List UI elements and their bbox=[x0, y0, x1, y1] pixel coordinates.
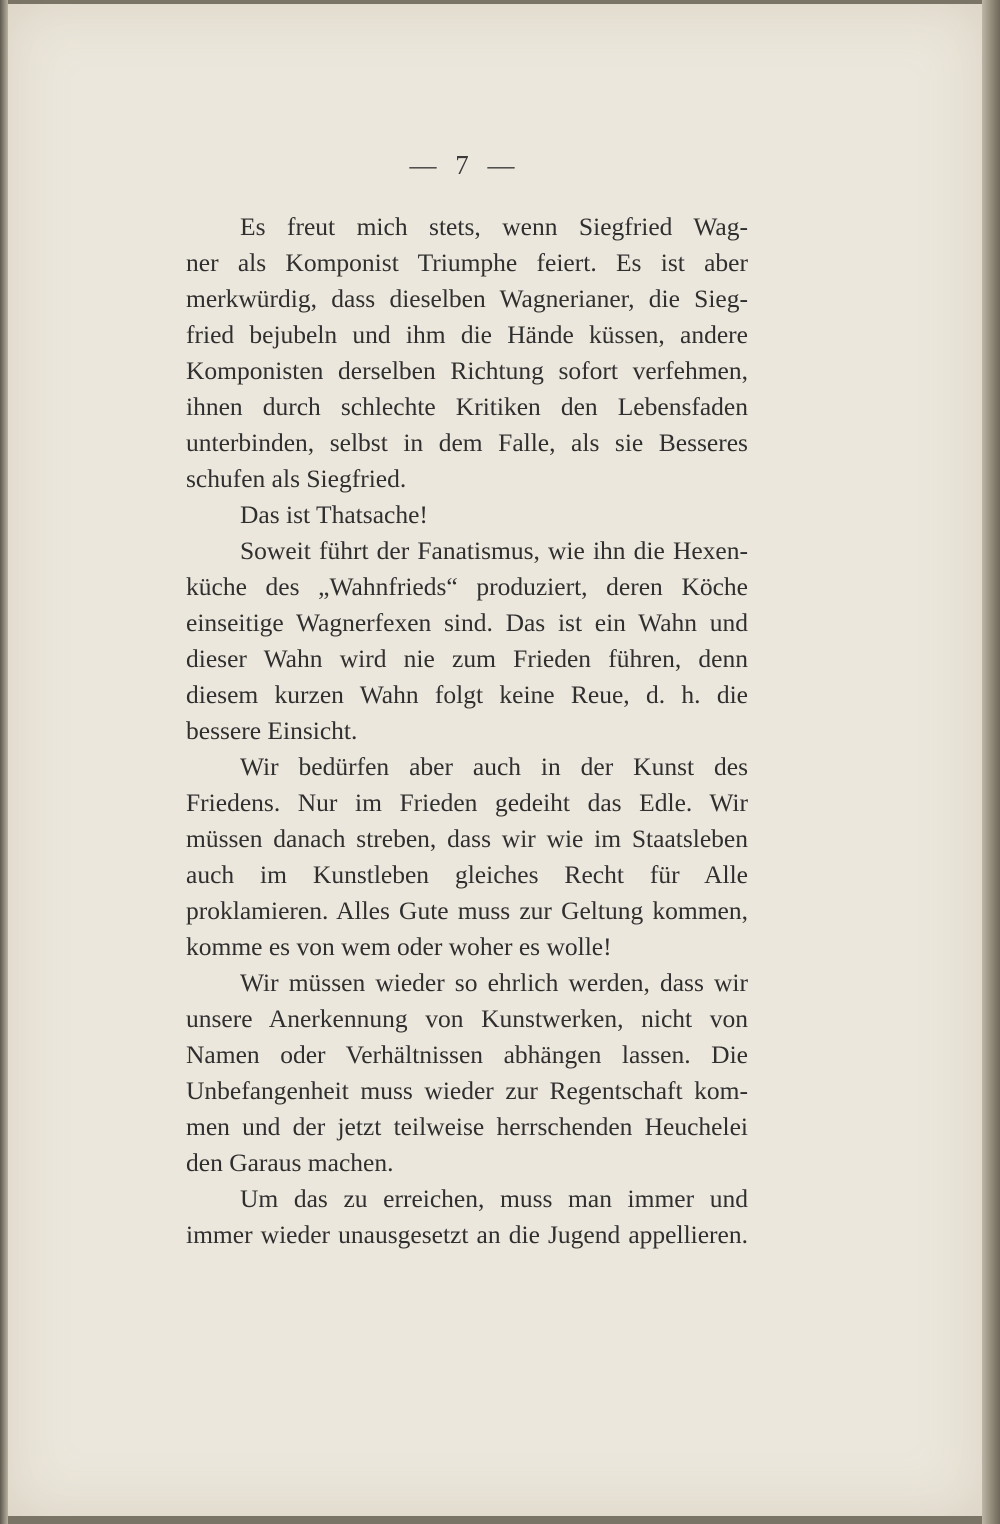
text-line: Unbefangenheit muss wieder zur Regentschaft kom- bbox=[186, 1076, 748, 1105]
text-line: Komponisten derselben Richtung sofort verfehmen, bbox=[186, 356, 748, 385]
text-line: Namen oder Verhältnissen abhängen lassen. Die bbox=[186, 1040, 748, 1069]
text-line: Friedens. Nur im Frieden gedeiht das Edle. Wir bbox=[186, 788, 748, 817]
text-line: den Garaus machen. bbox=[186, 1148, 394, 1177]
text-line: unsere Anerkennung von Kunstwerken, nicht von bbox=[186, 1004, 748, 1033]
text-line: Das ist Thatsache! bbox=[240, 500, 428, 529]
text-line: bessere Einsicht. bbox=[186, 716, 358, 745]
text-line: men und der jetzt teilweise herrschenden Heuchelei bbox=[186, 1112, 748, 1141]
text-line: diesem kurzen Wahn folgt keine Reue, d. h. die bbox=[186, 680, 748, 709]
text-line: ner als Komponist Triumphe feiert. Es ist aber bbox=[186, 248, 748, 277]
text-line: ihnen durch schlechte Kritiken den Lebensfaden bbox=[186, 392, 748, 421]
text-line: immer wieder unausgesetzt an die Jugend appellieren. bbox=[186, 1220, 748, 1249]
body-text bbox=[186, 209, 748, 1253]
page-left-edge bbox=[0, 0, 8, 1524]
page-right-edge bbox=[982, 0, 1000, 1524]
page-number: — 7 — bbox=[409, 150, 521, 180]
text-line: unterbinden, selbst in dem Falle, als sie Besseres bbox=[186, 428, 748, 457]
text-line: Soweit führt der Fanatismus, wie ihn die Hexen- bbox=[240, 536, 748, 565]
text-line: merkwürdig, dass dieselben Wagnerianer, die Sieg- bbox=[186, 284, 748, 313]
text-line: Wir müssen wieder so ehrlich werden, dass wir bbox=[240, 968, 748, 997]
text-line: einseitige Wagnerfexen sind. Das ist ein Wahn und bbox=[186, 608, 748, 637]
text-line: Um das zu erreichen, muss man immer und bbox=[240, 1184, 748, 1213]
text-line: müssen danach streben, dass wir wie im Staatsleben bbox=[186, 824, 748, 853]
text-line: küche des „Wahnfrieds“ produziert, deren Köche bbox=[186, 572, 748, 601]
text-line: Es freut mich stets, wenn Siegfried Wag- bbox=[240, 212, 748, 241]
text-line: auch im Kunstleben gleiches Recht für Alle bbox=[186, 860, 748, 889]
text-line: dieser Wahn wird nie zum Frieden führen, denn bbox=[186, 644, 748, 673]
text-line: Wir bedürfen aber auch in der Kunst des bbox=[240, 752, 748, 781]
text-line: komme es von wem oder woher es wolle! bbox=[186, 932, 612, 961]
text-line: schufen als Siegfried. bbox=[186, 464, 407, 493]
text-line: proklamieren. Alles Gute muss zur Geltung kommen, bbox=[186, 896, 748, 925]
text-line: fried bejubeln und ihm die Hände küssen, andere bbox=[186, 320, 748, 349]
